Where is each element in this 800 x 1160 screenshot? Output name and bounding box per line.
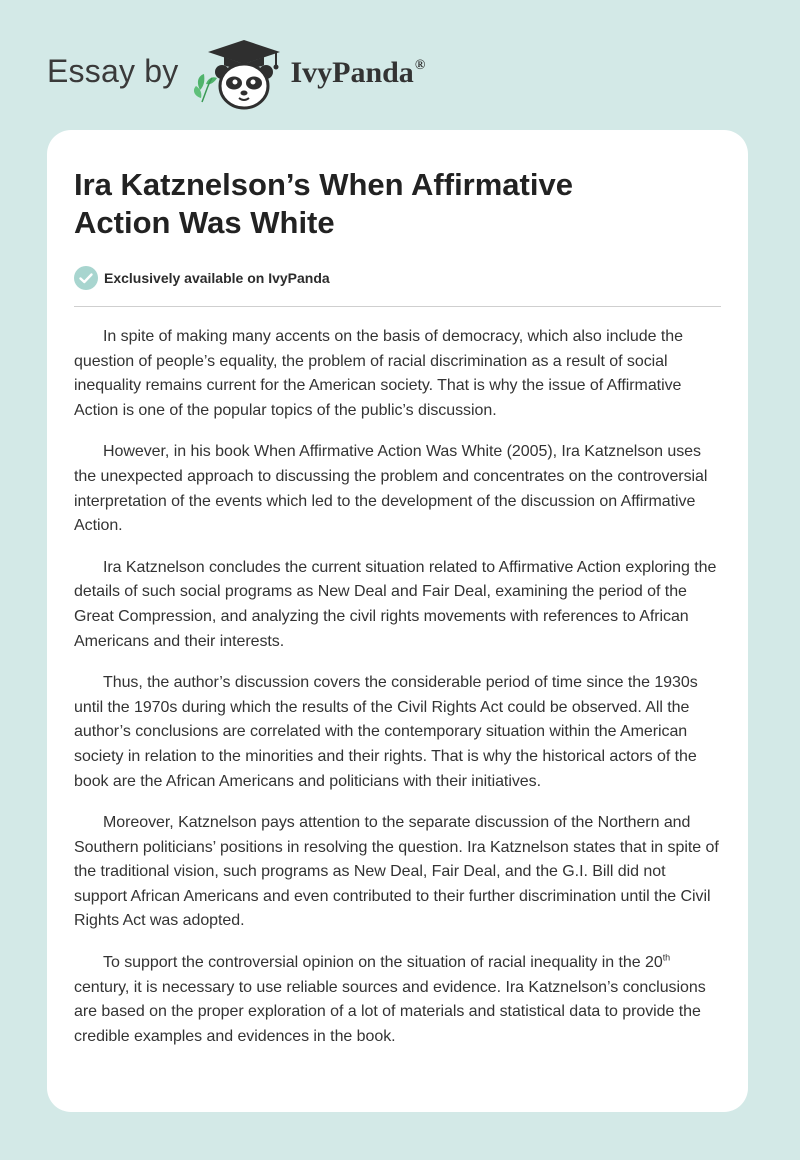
- essay-paragraph: Ira Katznelson concludes the current situation related to Affirmative Action exploring the details of such social programs as New Deal and Fair Deal, examining the period of the Great Compression, and analyzing the civil rights movements with references to African Americans and their interests.: [74, 558, 717, 650]
- essay-paragraph: Moreover, Katznelson pays attention to the separate discussion of the Northern and Southern politicians’ positions in resolving the question. Ira Katznelson states that in spite of the traditional vision, such programs as New Deal, Fair Deal, and the G.I. Bill did not support African Americans and even contributed to their further discrimination until the Civil Rights Act was adopted.: [74, 814, 719, 930]
- site-brand[interactable]: [47, 36, 425, 112]
- essay-paragraph: However, in his book When Affirmative Action Was White (2005), Ira Katznelson uses the unexpected approach to discussing the problem and concentrates on the controversial interpretation of the events which led to the development of the discussion on Affirmative Action.: [74, 443, 708, 535]
- essay-paragraph-last: To support the controversial opinion on the situation of racial inequality in the 20th century, it is necessary to use reliable sources and evidence. Ira Katznelson’s conclusions are based on the proper exploration of a lot of materials and statistical data to provide the credible examples and evidences in the book.: [74, 952, 706, 1045]
- brand-name: IvyPanda®: [290, 56, 426, 89]
- brand-prefix: Essay by: [47, 52, 179, 89]
- panda-graduate-icon: [192, 36, 288, 112]
- exclusive-label: Exclusively available on IvyPanda: [104, 270, 330, 286]
- check-circle-icon: [74, 266, 98, 290]
- essay-paragraph: In spite of making many accents on the basis of democracy, which also include the question of people’s equality, the problem of racial discrimination as a result of social inequality remains current for the American society. That is why the issue of Affirmative Action is one of the popular topics of the public’s discussion.: [74, 328, 683, 419]
- essay-title: Ira Katznelson’s When Affirmative Action Was White: [74, 167, 573, 240]
- essay-card: [47, 130, 748, 1112]
- essay-paragraph: Thus, the author’s discussion covers the considerable period of time since the 1930s until the 1970s during which the results of the Civil Rights Act could be observed. All the author’s conclusions are correlated with the contemporary situation within the American society in relation to the minorities and their rights. That is why the historical actors of the book are the African Americans and politicians with their initiatives.: [74, 674, 698, 790]
- essay-body: [74, 325, 721, 1049]
- exclusive-badge: [74, 266, 721, 307]
